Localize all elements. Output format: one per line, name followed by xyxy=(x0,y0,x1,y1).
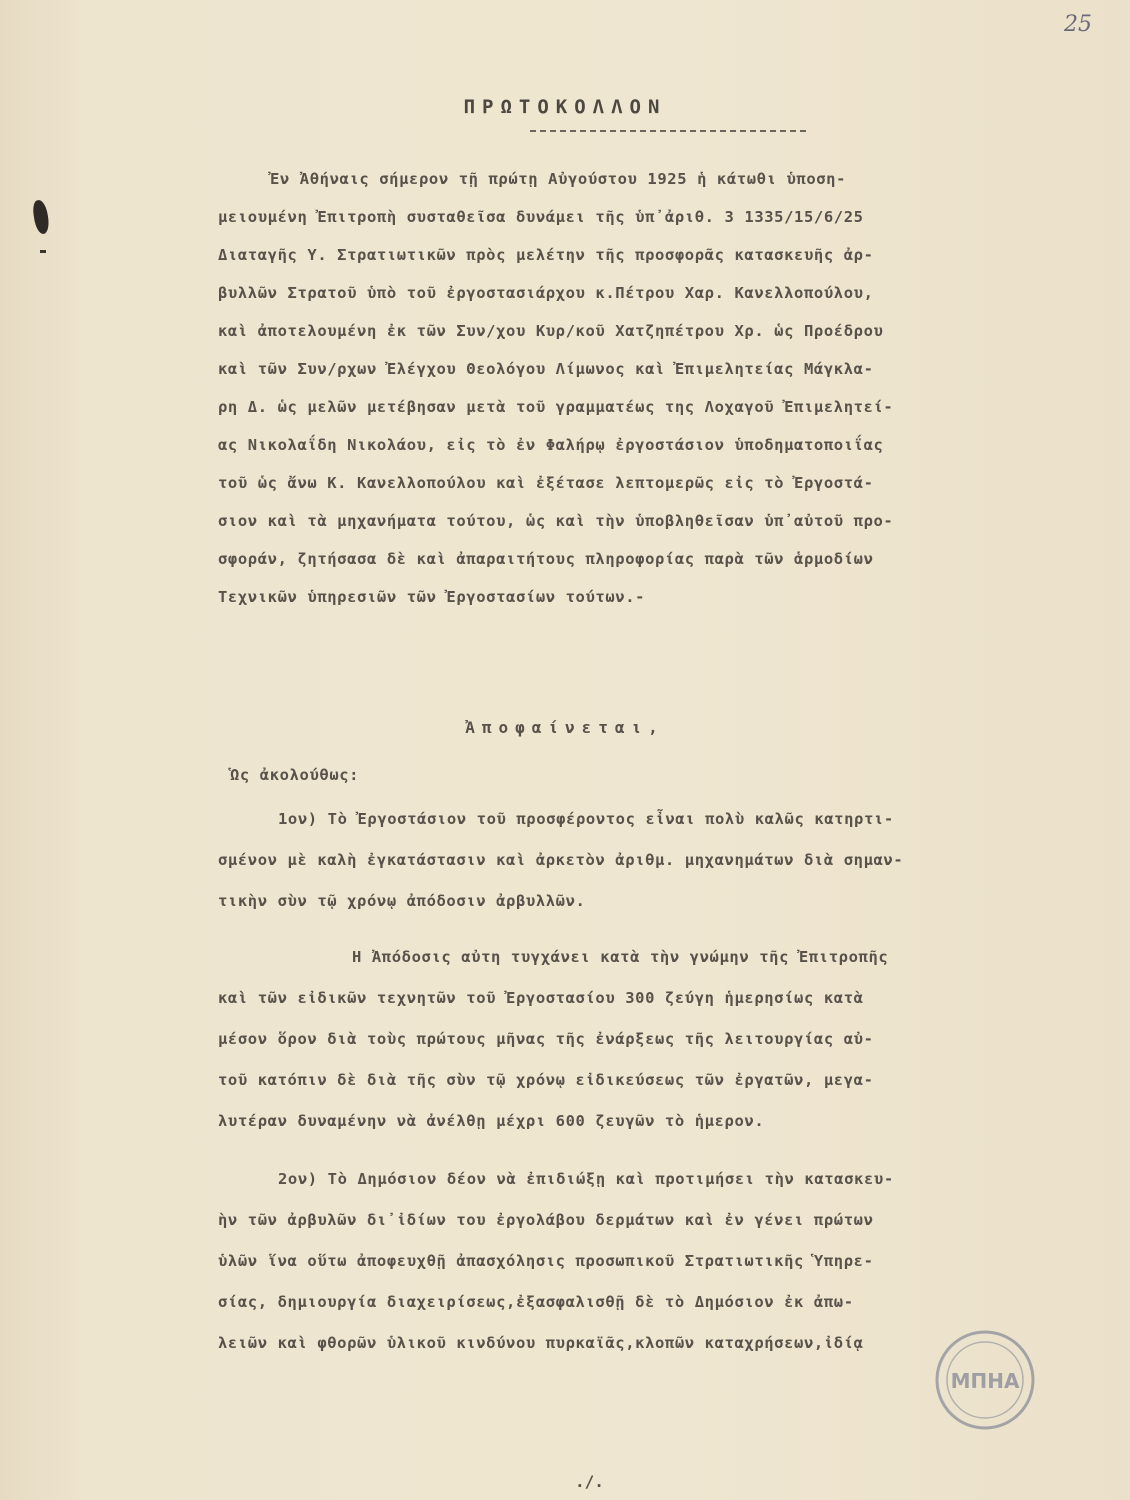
text-line: Η Ἀπόδοσις αὐτη τυγχάνει κατὰ τὴν γνώμην τῆς Ἐπιτροπῆς xyxy=(352,948,889,966)
text-line: βυλλῶν Στρατοῦ ὑπὸ τοῦ ἐργοστασιάρχου κ.Πέτρου Χαρ. Κανελλοπούλου, xyxy=(218,284,874,302)
text-line: ρη Δ. ὡς μελῶν μετέβησαν μετὰ τοῦ γραμματέως της Λοχαγοῦ Ἐπιμελητεί- xyxy=(218,398,894,416)
text-line: Διαταγῆς Υ. Στρατιωτικῶν πρὸς μελέτην τῆς προσφορᾶς κατασκευῆς ἀρ- xyxy=(218,246,874,264)
text-line: Ἐν Ἀθήναις σήμερον τῇ πρώτῃ Αὐγούστου 1925 ἡ κάτωθι ὑποση- xyxy=(270,170,847,188)
text-line: λυτέραν δυναμένην νὰ ἀνέλθῃ μέχρι 600 ζευγῶν τὸ ἡμερον. xyxy=(218,1112,765,1130)
text-line: μέσον ὅρον διὰ τοὺς πρώτους μῆνας τῆς ἐνάρξεως τῆς λειτουργίας αὐ- xyxy=(218,1030,874,1048)
text-line: τοῦ κατόπιν δὲ διὰ τῆς σὺν τῷ χρόνῳ εἰδικεύσεως τῶν ἐργατῶν, μεγα- xyxy=(218,1071,874,1089)
text-line: ὑλῶν ἵνα οὕτω ἀποφευχθῇ ἀπασχόλησις προσωπικοῦ Στρατιωτικῆς Ὑπηρε- xyxy=(218,1252,874,1270)
title-underline xyxy=(530,130,806,132)
text-line: ας Νικολαΐδη Νικολάου, εἰς τὸ ἐν Φαλήρῳ ἐργοστάσιον ὑποδηματοποιΐας xyxy=(218,436,884,454)
text-line: λειῶν καὶ φθορῶν ὑλικοῦ κινδύνου πυρκαϊᾶς,κλοπῶν καταχρήσεων,ἰδίᾳ xyxy=(218,1334,864,1352)
text-line: τικὴν σὺν τῷ χρόνῳ ἀπόδοσιν ἀρβυλλῶν. xyxy=(218,892,586,910)
text-line: μειουμένη Ἐπιτροπὴ συσταθεῖσα δυνάμει τῆς ὑπ᾽ἀριθ. 3 1335/15/6/25 xyxy=(218,208,864,226)
text-line: σφοράν, ζητήσασα δὲ καὶ ἀπαραιτήτους πληροφορίας παρὰ τῶν ἁρμοδίων xyxy=(218,550,874,568)
stamp-text: ΜΠΗΑ xyxy=(950,1369,1020,1393)
ink-blot xyxy=(32,199,51,235)
text-line: Τεχνικῶν ὑπηρεσιῶν τῶν Ἐργοστασίων τούτων.- xyxy=(218,588,646,606)
section-heading: Ἀποφαίνεται, xyxy=(465,718,665,737)
text-line: καὶ τῶν εἰδικῶν τεχνητῶν τοῦ Ἐργοστασίου 300 ζεύγη ἡμερησίως κατὰ xyxy=(218,989,864,1007)
text-line: 1ον) Τὸ Ἐργοστάσιον τοῦ προσφέροντος εἶναι πολὺ καλῶς κατηρτι- xyxy=(278,810,894,828)
text-line: καὶ τῶν Συν/ρχων Ἐλέγχου Θεολόγου Λίμωνος καὶ Ἐπιμελητείας Μάγκλα- xyxy=(218,360,874,378)
text-line: τοῦ ὡς ἄνω Κ. Κανελλοπούλου καὶ ἐξέτασε λεπτομερῶς εἰς τὸ Ἐργοστά- xyxy=(218,474,874,492)
text-line: Ὡς ἀκολούθως: xyxy=(230,766,360,784)
text-line: καὶ ἀποτελουμένη ἐκ τῶν Συν/χου Κυρ/κοῦ Χατζηπέτρου Χρ. ὡς Προέδρου xyxy=(218,322,884,340)
text-line: σιον καὶ τὰ μηχανήματα τούτου, ὡς καὶ τὴν ὑποβληθεῖσαν ὑπ᾽αὐτοῦ προ- xyxy=(218,512,894,530)
ink-mark xyxy=(40,250,46,253)
document-title: ΠΡΩΤΟΚΟΛΛΟΝ xyxy=(463,96,667,118)
text-line: σμένον μὲ καλὴ ἐγκατάστασιν καὶ ἀρκετὸν ἀριθμ. μηχανημάτων διὰ σημαν- xyxy=(218,851,904,869)
continuation-mark: ./. xyxy=(575,1472,604,1491)
text-line: 2ον) Τὸ Δημόσιον δέον νὰ ἐπιδιώξῃ καὶ προτιμήσει τὴν κατασκευ- xyxy=(278,1170,894,1188)
page-number: 25 xyxy=(1064,12,1092,37)
text-line: σίας, δημιουργία διαχειρίσεως,ἐξασφαλισθῇ δὲ τὸ Δημόσιον ἐκ ἀπω- xyxy=(218,1293,854,1311)
text-line: ὴν τῶν ἀρβυλῶν δι᾽ἰδίων του ἐργολάβου δερμάτων καὶ ἐν γένει πρώτων xyxy=(218,1211,874,1229)
archive-stamp xyxy=(933,1328,1037,1432)
